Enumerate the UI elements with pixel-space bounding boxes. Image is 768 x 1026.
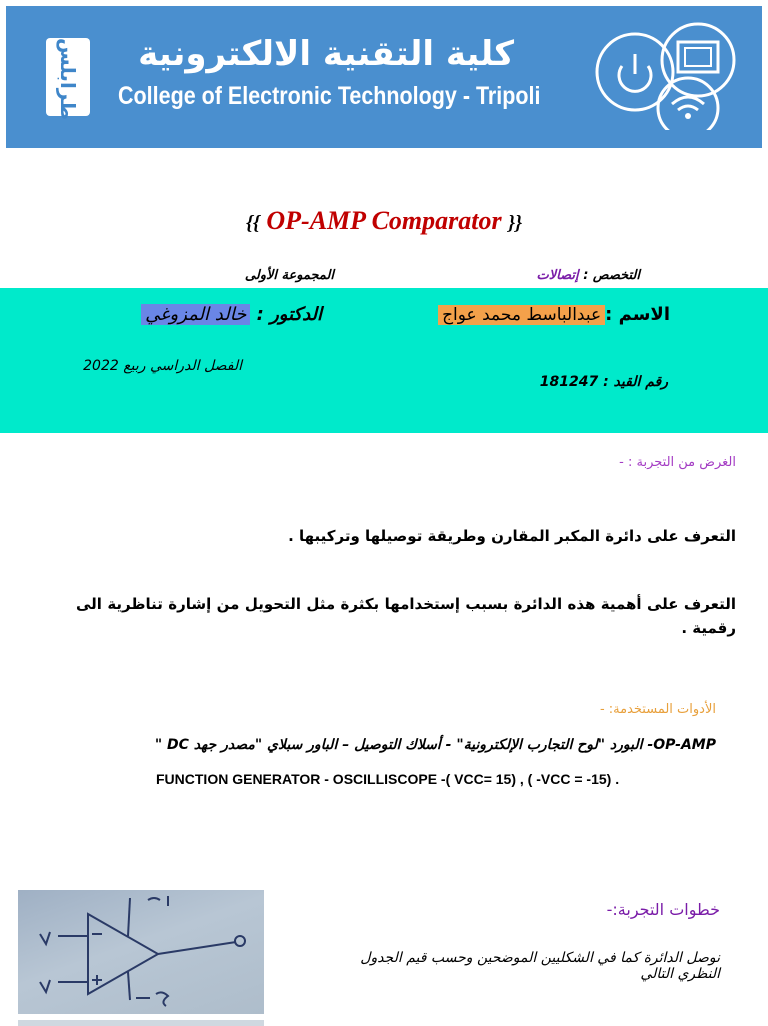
- name-label: الاسم :: [605, 304, 670, 325]
- semester-label: الفصل الدراسي ربيع 2022: [83, 358, 242, 374]
- circuit-photo: [18, 890, 264, 1014]
- doctor-name: خالد المزوغي: [141, 304, 250, 325]
- group-label: المجموعة الأولى: [244, 268, 334, 283]
- college-arabic-name: كلية التقنية الالكترونية: [138, 34, 514, 74]
- specialty-value: إتصالات: [536, 268, 579, 283]
- tools-line-1: OP-AMP- البورد "لوح التجارب الإلكترونية" - أسلاك التوصيل – الباور سبلاي "مصدر جهد DC ": [154, 737, 716, 753]
- objective-point-1: التعرف على دائرة المكبر المقارن وطريقة توصيلها وتركيبها .: [288, 527, 736, 545]
- doctor-row: [141, 304, 322, 325]
- circuit-photo-2: [18, 1020, 264, 1026]
- city-label: طرابلس: [56, 38, 80, 121]
- college-logo-icon: [590, 20, 740, 130]
- title-text: OP-AMP Comparator: [266, 206, 502, 235]
- student-id: 181247: [539, 374, 599, 390]
- title-close-braces: }}: [508, 212, 523, 234]
- comparator-circuit-sketch-icon: [18, 890, 264, 1014]
- objective-point-2: التعرف على أهمية هذه الدائرة بسبب إستخدامها بكثرة مثل التحويل من إشارة تناظرية الى رقمية .: [76, 595, 736, 637]
- title-open-braces: {{: [245, 212, 260, 234]
- tools-heading: الأدوات المستخدمة: -: [599, 702, 716, 717]
- steps-text: نوصل الدائرة كما في الشكليين الموضحين وحسب قيم الجدول النظري التالي: [360, 950, 720, 982]
- name-row: [438, 304, 670, 325]
- id-row: [540, 374, 668, 390]
- objective-heading: الغرض من التجربة : -: [619, 455, 736, 470]
- id-label: رقم القيد :: [603, 374, 668, 390]
- specialty-label: التخصص :: [583, 268, 640, 283]
- college-english-name: College of Electronic Technology - Tripoli: [118, 82, 541, 110]
- doctor-label: الدكتور :: [256, 304, 322, 325]
- student-name: عبدالباسط محمد عواج: [438, 305, 605, 325]
- report-title: [0, 206, 768, 236]
- steps-heading: خطوات التجربة:-: [606, 900, 720, 919]
- tools-line-2: FUNCTION GENERATOR - OSCILLISCOPE -( VCC= 15) , ( -VCC = -15) .: [156, 771, 620, 787]
- specialty-row: [537, 268, 640, 283]
- header-banner: [6, 6, 762, 148]
